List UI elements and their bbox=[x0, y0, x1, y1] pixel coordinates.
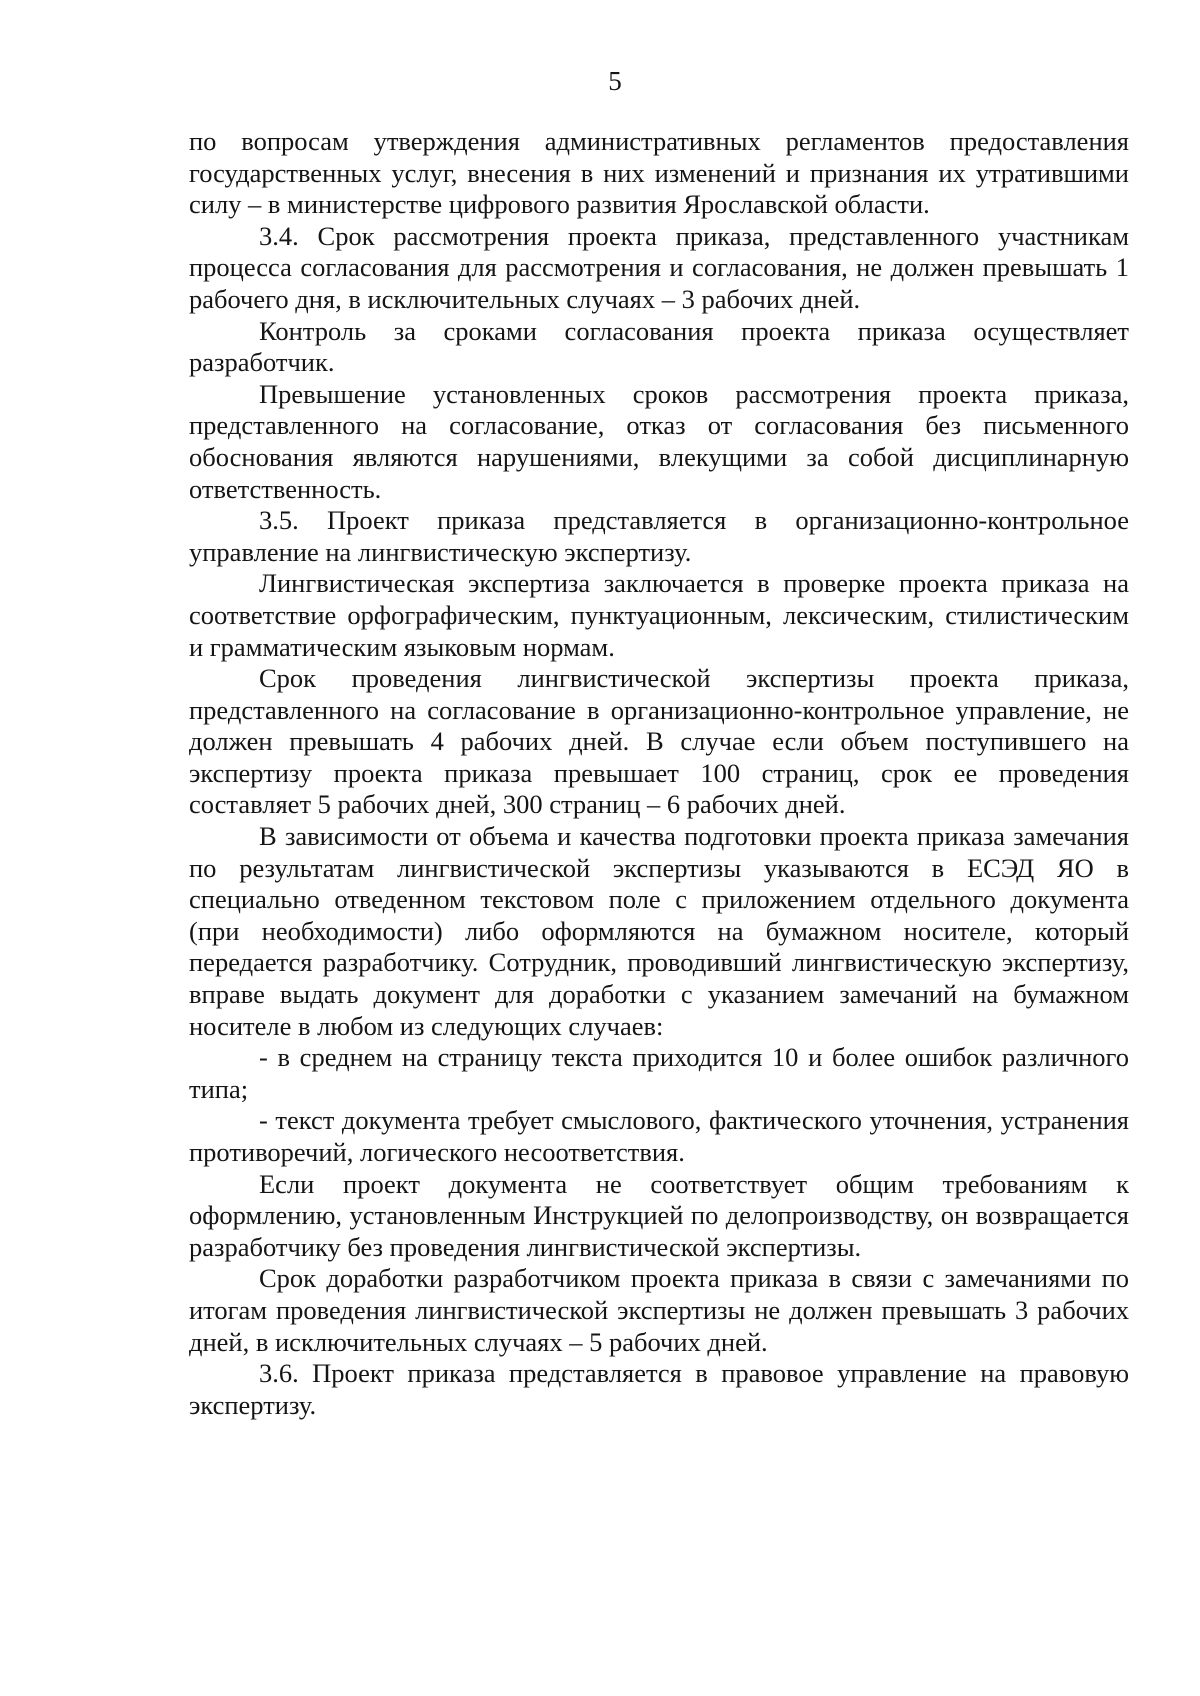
list-item-clarification: - текст документа требует смыслового, фактического уточнения, устранения противоречий, логического несоответствия. bbox=[189, 1105, 1129, 1167]
paragraph-continuation: по вопросам утверждения административных регламентов предоставления государственных услуг, внесения в них изменений и признания их утратившими силу – в министерстве цифрового развития Ярославской области. bbox=[189, 126, 1129, 220]
list-item-errors: - в среднем на страницу текста приходится 10 и более ошибок различного типа; bbox=[189, 1042, 1129, 1104]
paragraph-deadline-violation: Превышение установленных сроков рассмотрения проекта приказа, представленного на согласование, отказ от согласования без письменного обоснования являются нарушениями, влекущими за собой дисциплинарную ответственность. bbox=[189, 378, 1129, 504]
paragraph-expertise-term: Срок проведения лингвистической экспертизы проекта приказа, представленного на согласование в организационно-контрольное управление, не должен превышать 4 рабочих дней. В случае если объем поступившего на экспертизу проекта приказа превышает 100 страниц, срок ее проведения составляет 5 рабочих дней, 300 страниц – 6 рабочих дней. bbox=[189, 663, 1129, 820]
paragraph-3-6: 3.6. Проект приказа представляется в правовое управление на правовую экспертизу. bbox=[189, 1358, 1129, 1420]
paragraph-3-4: 3.4. Срок рассмотрения проекта приказа, представленного участникам процесса согласования для рассмотрения и согласования, не должен превышать 1 рабочего дня, в исключительных случаях – 3 рабочих дней. bbox=[189, 220, 1129, 314]
paragraph-return: Если проект документа не соответствует общим требованиям к оформлению, установленным Инструкцией по делопроизводству, он возвращается разработчику без проведения лингвистической экспертизы. bbox=[189, 1168, 1129, 1262]
document-body bbox=[189, 126, 1129, 1421]
paragraph-linguistic-expertise: Лингвистическая экспертиза заключается в проверке проекта приказа на соответствие орфографическим, пунктуационным, лексическим, стилистическим и грамматическим языковым нормам. bbox=[189, 568, 1129, 662]
page-number: 5 bbox=[608, 66, 622, 96]
paragraph-3-5: 3.5. Проект приказа представляется в организационно-контрольное управление на лингвистическую экспертизу. bbox=[189, 505, 1129, 567]
paragraph-remarks: В зависимости от объема и качества подготовки проекта приказа замечания по результатам лингвистической экспертизы указываются в ЕСЭД ЯО в специально отведенном текстовом поле с приложением отдельного документа (при необходимости) либо оформляются на бумажном носителе, который передается разработчику. Сотрудник, проводивший лингвистическую экспертизу, вправе выдать документ для доработки с указанием замечаний на бумажном носителе в любом из следующих случаев: bbox=[189, 821, 1129, 1041]
paragraph-deadline-control: Контроль за сроками согласования проекта приказа осуществляет разработчик. bbox=[189, 315, 1129, 378]
paragraph-revision-term: Срок доработки разработчиком проекта приказа в связи с замечаниями по итогам проведения лингвистической экспертизы не должен превышать 3 рабочих дней, в исключительных случаях – 5 рабочих дней. bbox=[189, 1263, 1129, 1357]
